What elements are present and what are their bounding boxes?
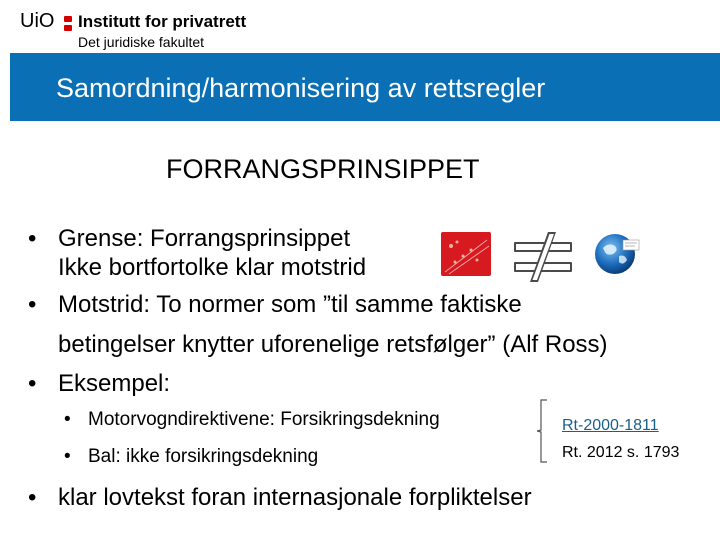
institute-name: Institutt for privatrett — [78, 12, 247, 31]
faculty-name: Det juridiske fakultet — [78, 34, 205, 50]
not-equal-icon — [512, 232, 574, 282]
sub-bullet-text: Bal: ikke forsikringsdekning — [88, 446, 319, 467]
reference-link[interactable] — [562, 417, 659, 435]
bullet-line: klar lovtekst foran internasjonale forpliktelser — [58, 484, 532, 511]
uio-wordmark: UiO — [20, 10, 55, 32]
bullet-line: Ikke bortfortolke klar motstrid — [58, 254, 367, 281]
bullet-dot: • — [28, 370, 37, 397]
bullet-dot: • — [28, 484, 37, 511]
bullet-line: betingelser knytter uforenelige retsfølger” (Alf Ross) — [58, 331, 608, 358]
slide-heading: FORRANGSPRINSIPPET — [166, 154, 480, 184]
bullet-dot: • — [64, 446, 71, 467]
bracket-connector-icon — [537, 398, 549, 464]
uio-logo-mark-icon — [64, 16, 72, 32]
globe-icon — [593, 230, 641, 278]
sub-bullet-text: Motorvogndirektivene: Forsikringsdekning — [88, 409, 440, 430]
bullet-dot: • — [64, 409, 71, 430]
title-banner — [10, 53, 720, 121]
bullet-dot: • — [28, 225, 37, 252]
bullet-line: Eksempel: — [58, 370, 171, 397]
bullet-dot: • — [28, 291, 37, 318]
reference-text: Rt. 2012 s. 1793 — [562, 444, 680, 461]
bullet-line: Grense: Forrangsprinsippet — [58, 225, 351, 252]
eu-flag-icon — [441, 232, 491, 276]
slide-title: Samordning/harmonisering av rettsregler — [56, 73, 546, 103]
reference-link-text[interactable]: Rt-2000-1811 — [562, 417, 659, 434]
bullet-line: Motstrid: To normer som ”til samme faktiske — [58, 291, 522, 318]
